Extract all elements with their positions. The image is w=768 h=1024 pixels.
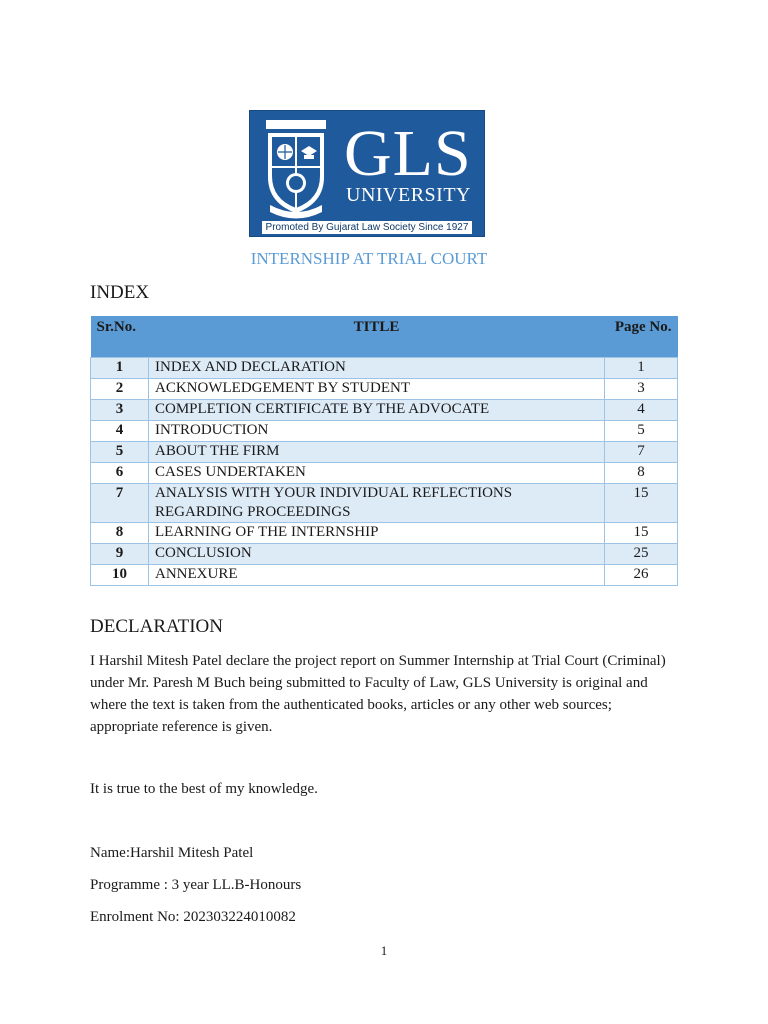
row-title: ANNEXURE — [149, 565, 605, 586]
table-row — [91, 463, 678, 484]
row-title: COMPLETION CERTIFICATE BY THE ADVOCATE — [149, 400, 605, 421]
row-srno: 2 — [91, 379, 149, 400]
shield-emblem-icon — [256, 115, 336, 221]
row-page: 5 — [605, 421, 678, 442]
table-row — [91, 484, 678, 523]
table-row — [91, 379, 678, 400]
row-srno: 3 — [91, 400, 149, 421]
table-row — [91, 421, 678, 442]
column-header-page: Page No. — [605, 316, 678, 358]
index-header-row — [91, 316, 678, 358]
index-table — [90, 316, 678, 586]
row-title — [149, 484, 605, 523]
document-title: INTERNSHIP AT TRIAL COURT — [250, 249, 488, 268]
row-srno: 9 — [91, 544, 149, 565]
table-row — [91, 442, 678, 463]
student-name: Name:Harshil Mitesh Patel — [90, 845, 254, 861]
row-page: 25 — [605, 544, 678, 565]
row-title: CONCLUSION — [149, 544, 605, 565]
column-header-title: TITLE — [149, 316, 605, 358]
table-row — [91, 358, 678, 379]
row-title: CASES UNDERTAKEN — [149, 463, 605, 484]
programme-line: Programme : 3 year LL.B-Honours — [90, 877, 302, 893]
row-page: 3 — [605, 379, 678, 400]
row-title-line-1: ANALYSIS WITH YOUR INDIVIDUAL REFLECTIONS — [155, 485, 513, 501]
column-header-srno: Sr.No. — [91, 316, 149, 358]
row-title: INDEX AND DECLARATION — [149, 358, 605, 379]
row-title-line-2: REGARDING PROCEEDINGS — [155, 504, 351, 520]
row-page: 15 — [605, 523, 678, 544]
logo-gls-text: GLS — [344, 117, 472, 190]
row-srno: 7 — [91, 484, 149, 523]
row-srno: 1 — [91, 358, 149, 379]
declaration-statement: It is true to the best of my knowledge. — [90, 781, 318, 797]
row-page: 15 — [605, 484, 678, 523]
row-page: 4 — [605, 400, 678, 421]
row-title: INTRODUCTION — [149, 421, 605, 442]
row-title: ACKNOWLEDGEMENT BY STUDENT — [149, 379, 605, 400]
row-srno: 8 — [91, 523, 149, 544]
row-srno: 10 — [91, 565, 149, 586]
declaration-heading: DECLARATION — [90, 616, 223, 637]
logo-tagline: Promoted By Gujarat Law Society Since 1927 — [262, 221, 472, 234]
row-srno: 6 — [91, 463, 149, 484]
table-row — [91, 565, 678, 586]
row-page: 8 — [605, 463, 678, 484]
row-title: ABOUT THE FIRM — [149, 442, 605, 463]
logo-university-text: UNIVERSITY — [346, 184, 471, 206]
row-srno: 4 — [91, 421, 149, 442]
table-row — [91, 400, 678, 421]
declaration-body: I Harshil Mitesh Patel declare the project report on Summer Internship at Trial Court (Criminal) under Mr. Paresh M Buch being submitted to Faculty of Law, GLS University is original and where the text is taken from the authenticated books, articles or any other web sources; appropriate reference is given. — [90, 653, 666, 735]
row-srno: 5 — [91, 442, 149, 463]
university-logo — [249, 110, 485, 237]
row-page: 26 — [605, 565, 678, 586]
table-row — [91, 544, 678, 565]
row-page: 1 — [605, 358, 678, 379]
enrolment-number: Enrolment No: 202303224010082 — [90, 909, 296, 925]
page-number: 1 — [380, 943, 388, 958]
row-page: 7 — [605, 442, 678, 463]
index-heading: INDEX — [90, 282, 150, 303]
row-title: LEARNING OF THE INTERNSHIP — [149, 523, 605, 544]
table-row — [91, 523, 678, 544]
